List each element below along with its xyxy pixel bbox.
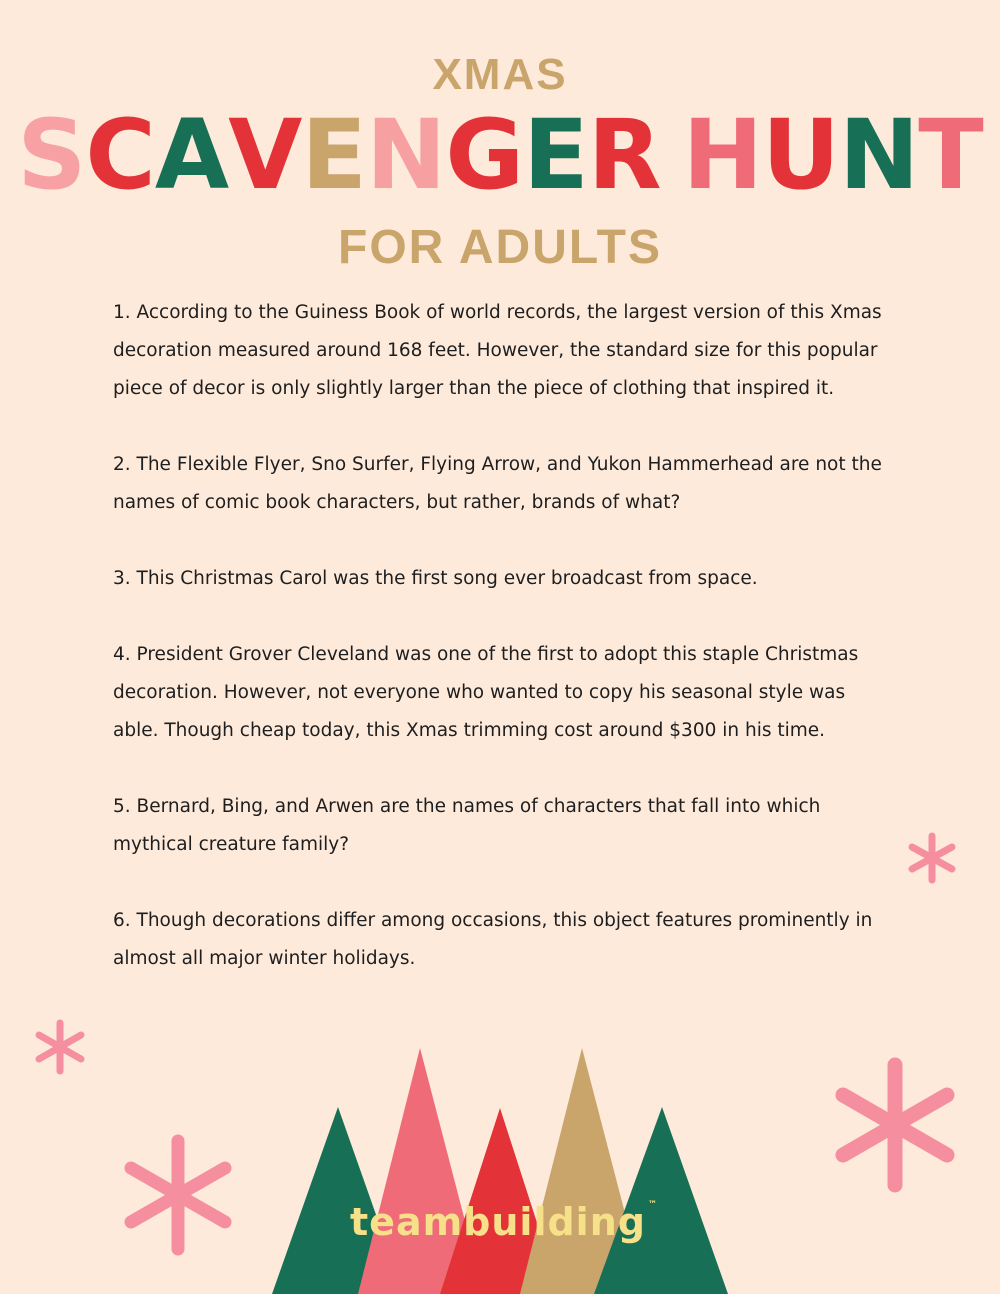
snowflake-icon — [131, 1141, 225, 1249]
title-letter: N — [366, 99, 446, 211]
kicker-for-adults: FOR ADULTS — [338, 221, 662, 274]
title-letter: G — [445, 99, 524, 211]
question-2: 2. The Flexible Flyer, Sno Surfer, Flying Arrow, and Yukon Hammerhead are not the names of comic book characters, but rather, brands of what? — [113, 454, 882, 513]
title-letter: S — [17, 99, 86, 211]
title-letter: V — [228, 99, 302, 211]
trademark-mark: ™ — [647, 1200, 658, 1210]
title-letter: E — [301, 99, 366, 211]
kicker-xmas: XMAS — [432, 50, 568, 99]
title-letter: T — [918, 99, 983, 211]
snowflake-icon — [912, 836, 952, 880]
question-5: 5. Bernard, Bing, and Arwen are the names of characters that fall into which mythical creature family? — [113, 796, 821, 855]
question-4: 4. President Grover Cleveland was one of the first to adopt this staple Christmas decoration. However, not everyone who wanted to copy his seasonal style was able. Though cheap today, this Xmas trimming cost around $300 in his time. — [113, 644, 859, 741]
title-letter: R — [587, 99, 661, 211]
question-6: 6. Though decorations differ among occasions, this object features prominently in almost all major winter holidays. — [113, 910, 873, 969]
question-1: 1. According to the Guiness Book of world records, the largest version of this Xmas decoration measured around 168 feet. However, the standard size for this popular piece of decor is only slightly larger than the piece of clothing that inspired it. — [113, 302, 882, 399]
title-letter: E — [523, 99, 588, 211]
question-3: 3. This Christmas Carol was the first song ever broadcast from space. — [113, 568, 758, 589]
title-letter: H — [682, 99, 762, 211]
snowflake-icon — [843, 1065, 947, 1185]
teambuilding-logo — [350, 1200, 658, 1244]
title-letter: A — [154, 99, 229, 211]
brand-name: teambuilding — [350, 1200, 646, 1244]
title-letter: N — [838, 99, 919, 211]
title-letter: C — [85, 99, 155, 211]
title-letter: U — [761, 99, 839, 211]
snowflake-icon — [39, 1023, 81, 1071]
